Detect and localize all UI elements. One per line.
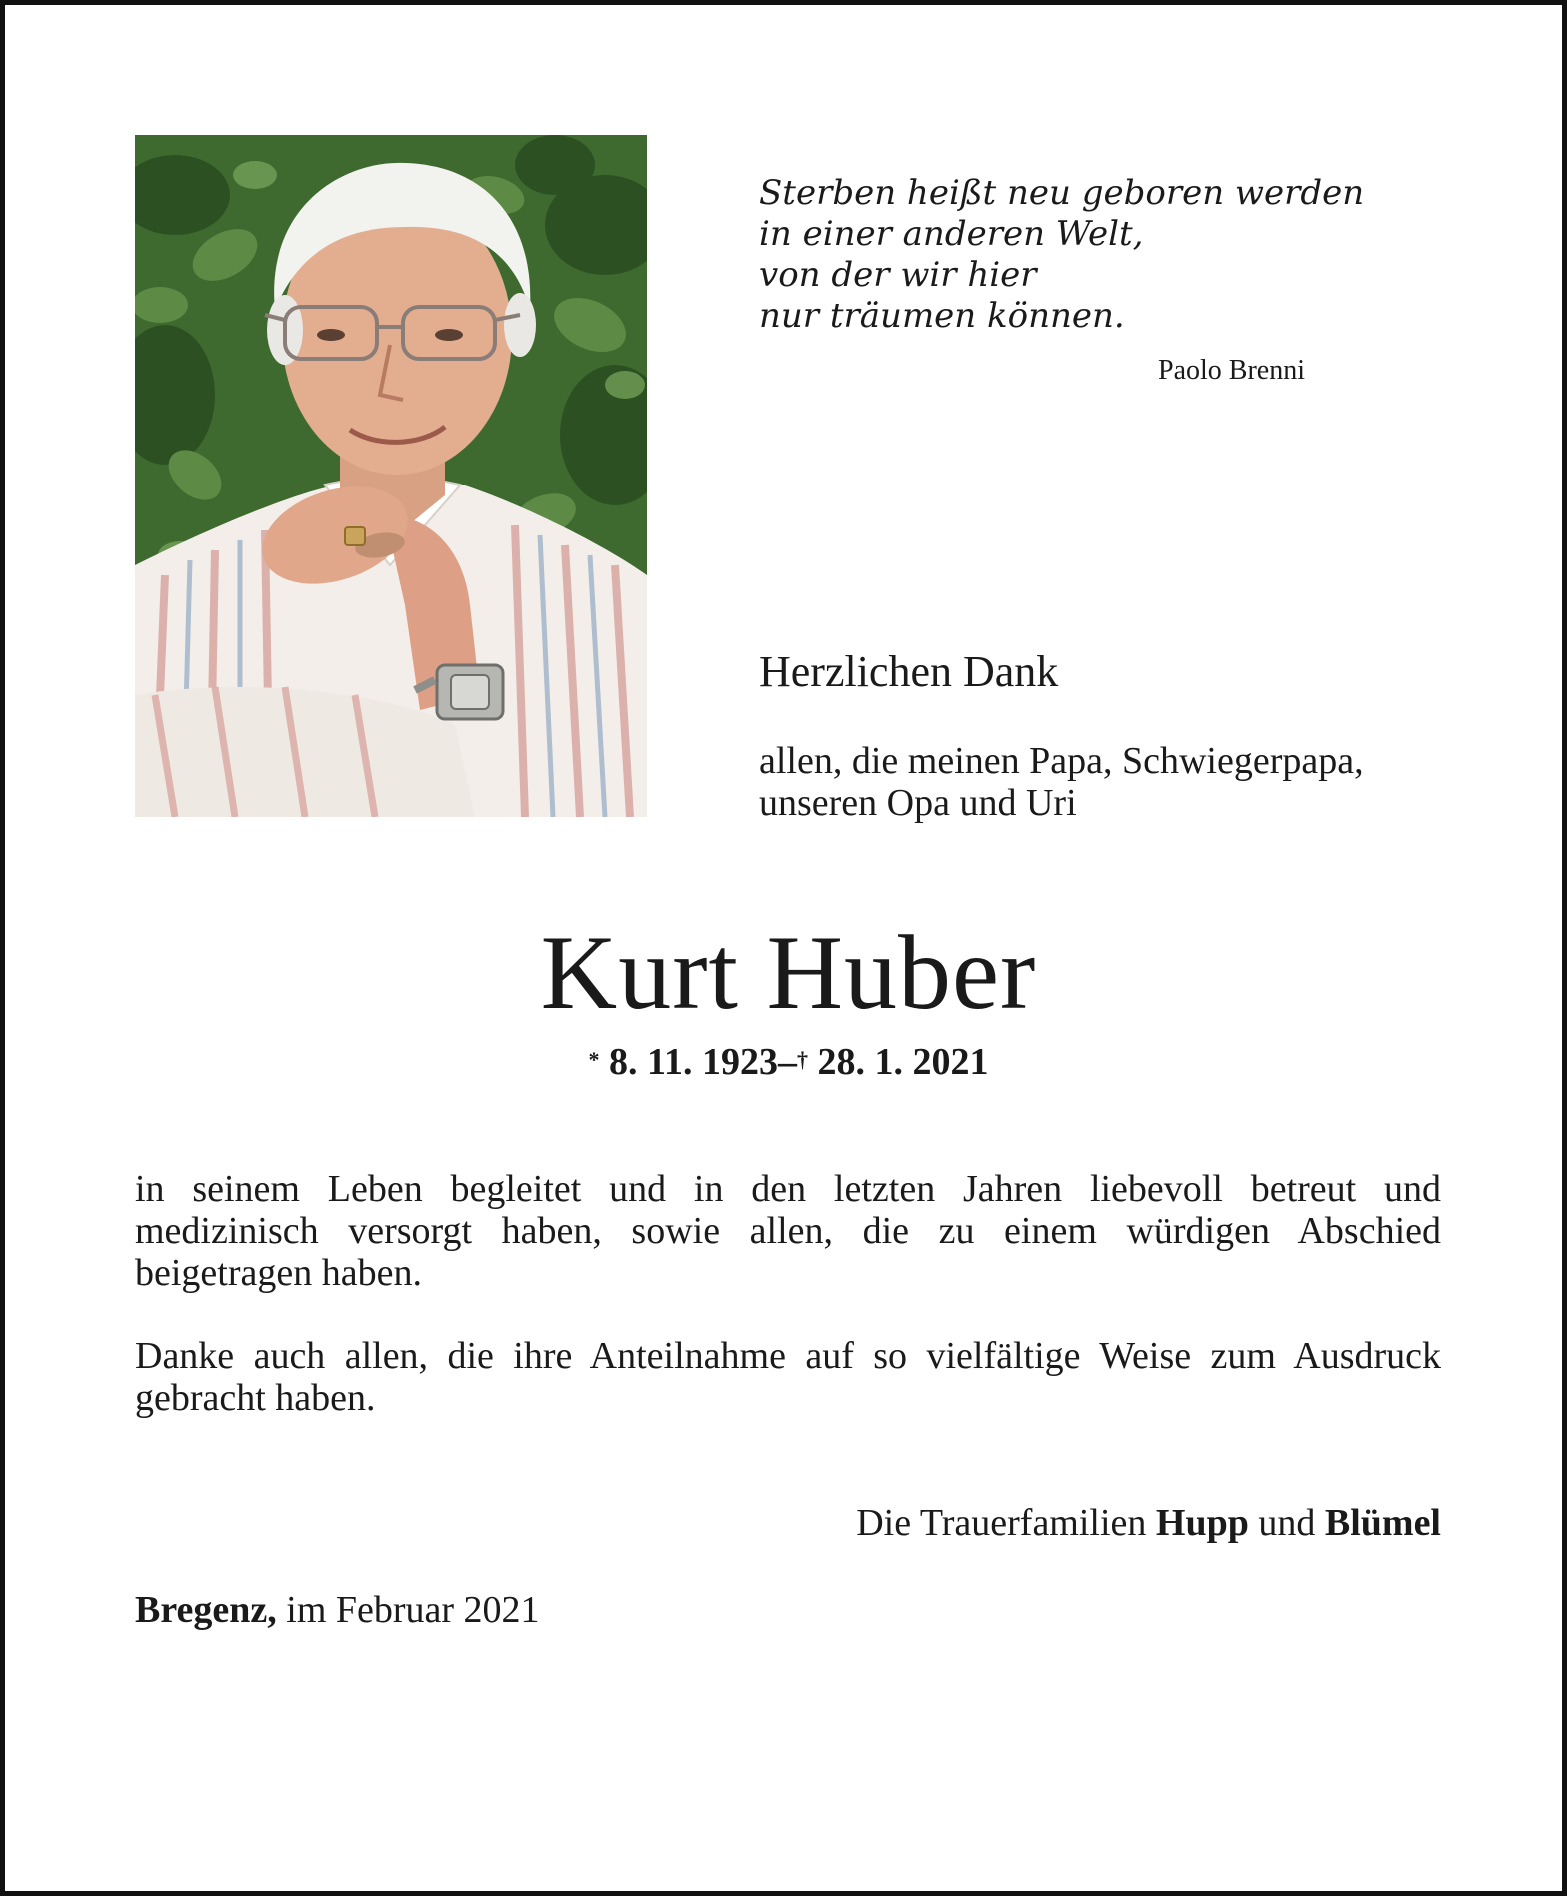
- death-symbol: †: [796, 1047, 808, 1072]
- quote-block: [759, 173, 1365, 337]
- body-line: gebracht haben.: [135, 1377, 376, 1419]
- place-date: [135, 1588, 540, 1632]
- quote-line: nur träumen können.: [759, 296, 1125, 336]
- family-signature: [705, 1501, 1441, 1545]
- birth-symbol: *: [588, 1047, 600, 1072]
- signature-prefix: Die Trauerfamilien: [856, 1502, 1147, 1544]
- date-separator: –: [777, 1041, 797, 1083]
- quote-author: Paolo Brenni: [1158, 355, 1305, 386]
- life-dates: [5, 1040, 1567, 1084]
- body-paragraph-1: [135, 1168, 1441, 1294]
- birth-date: 8. 11. 1923: [609, 1041, 778, 1083]
- body-line: Danke auch allen, die ihre Anteilnahme auf so vielfältige Weise zum Ausdruck: [135, 1335, 1441, 1377]
- body-paragraph-2: [135, 1335, 1441, 1419]
- thanks-intro-line: unseren Opa und Uri: [759, 782, 1077, 824]
- deceased-name: Kurt Huber: [540, 914, 1037, 1031]
- family-name-1: Hupp: [1155, 1502, 1249, 1544]
- body-line: beigetragen haben.: [135, 1252, 422, 1294]
- family-name-2: Blümel: [1324, 1502, 1441, 1544]
- body-line: in seinem Leben begleitet und in den letzten Jahren liebevoll betreut und: [135, 1168, 1441, 1210]
- body-line: medizinisch versorgt haben, sowie allen, die zu einem würdigen Abschied: [135, 1210, 1441, 1252]
- signature-conjunction: und: [1258, 1502, 1316, 1544]
- death-date: 28. 1. 2021: [817, 1041, 989, 1083]
- thanks-heading: Herzlichen Dank: [759, 647, 1059, 696]
- portrait-photo: [135, 135, 647, 817]
- quote-line: von der wir hier: [759, 255, 1037, 295]
- place: Bregenz,: [135, 1589, 277, 1631]
- thanks-intro-line: allen, die meinen Papa, Schwiegerpapa,: [759, 740, 1364, 782]
- quote-line: Sterben heißt neu geboren werden: [759, 173, 1365, 213]
- quote-line: in einer anderen Welt,: [759, 214, 1144, 254]
- thanks-intro: [759, 740, 1459, 824]
- date: im Februar 2021: [286, 1589, 540, 1631]
